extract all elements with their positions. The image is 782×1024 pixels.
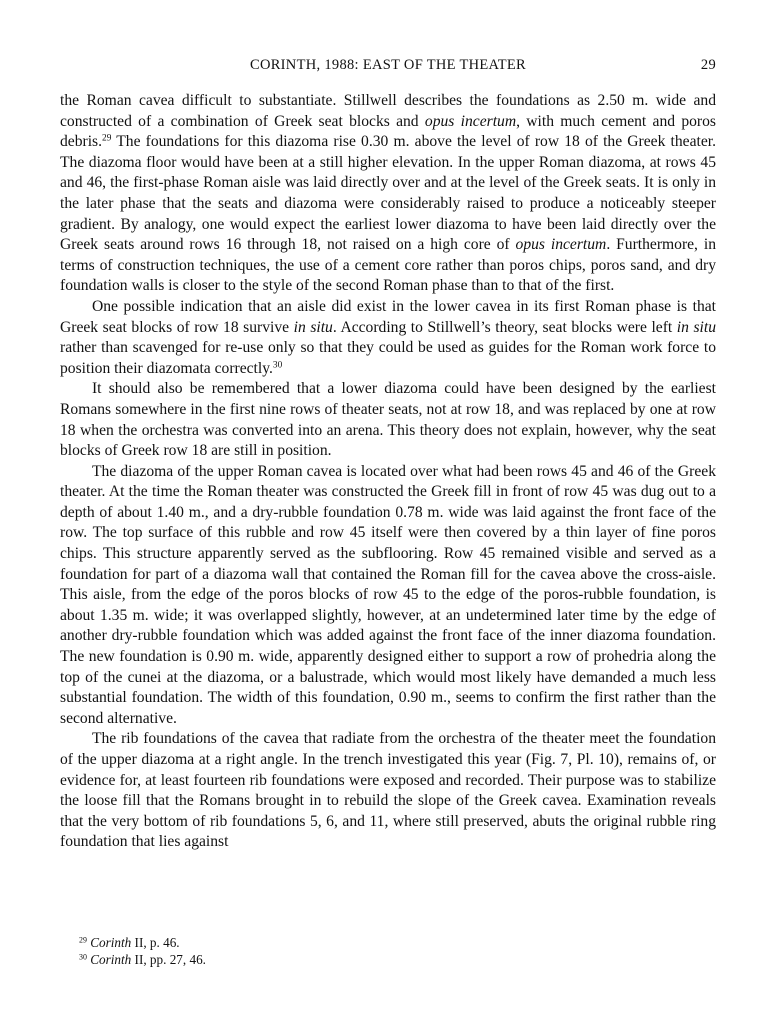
footnote-ref: 29 — [102, 133, 112, 144]
paragraph — [60, 379, 716, 461]
text-run: the Roman cavea difficult to substantiate. Stillwell describes the foundations as 2.50 m. wide and constructed of a combination of Greek seat blocks and — [60, 92, 716, 130]
text-run: The foundations for this diazoma rise 0.30 m. above the level of row 18 of the Greek theater. The diazoma floor would have been at a still higher elevation. In the upper Roman diazoma, at rows 45 and 46, the first-phase Roman aisle was laid directly over and at the level of the Greek seats. It is only in the later phase that the seats and diazoma were considerably raised to produce a noticeably steeper gradient. By analogy, one would expect the earliest lower diazoma to have been laid directly over the Greek seats around rows 16 through 18, not raised on a high core of — [60, 133, 716, 254]
footnote-number: 29 — [79, 935, 87, 945]
footnote-ref: 30 — [272, 360, 283, 371]
text-run: . Furthermore, in terms of construction techniques, the use of a cement core rather than poros chips, poros sand, and dry foundation walls is closer to the style of the second Roman phase than to that of the first. — [60, 236, 716, 295]
text-run: One possible indication that an aisle did exist in the lower cavea in its first Roman phase is that Greek seat blocks of row 18 survive — [60, 297, 716, 336]
text-run: It should also be remembered that a lower diazoma could have been designed by the earliest Romans somewhere in the first nine rows of theater seats, not at row 18, and was replaced by one at row 18 when the orchestra was converted into an arena. This theory does not explain, however, why the seat blocks of Greek row 18 are still in position. — [60, 380, 716, 460]
footnote — [79, 934, 679, 951]
footnote-title: Corinth — [90, 935, 132, 950]
paragraph — [60, 297, 716, 379]
text-run: , with much cement and poros debris. — [60, 112, 716, 151]
footnote — [79, 951, 679, 968]
paragraph — [60, 91, 716, 297]
paragraph — [60, 729, 716, 853]
text-run: The diazoma of the upper Roman cavea is located over what had been rows 45 and 46 of the Greek theater. At the time the Roman theater was constructed the Greek fill in front of row 45 was dug out to a depth of about 1.40 m., and a dry-rubble foundation 0.78 m. wide was laid against the front face of the row. The top surface of this rubble and row 45 itself were then covered by a thin layer of fine poros chips. This structure apparently served as the subflooring. Row 45 remained visible and served as a foundation for part of a diazoma wall that contained the Roman fill for the cavea above the cross-aisle. This aisle, from the edge of the poros blocks of row 45 to the edge of the poros-rubble foundation, is about 1.35 m. wide; it was overlapped slightly, however, at an undetermined later time by the edge of another dry-rubble foundation which was added against the front face of the inner diazoma foundation. The new foundation is 0.90 m. wide, apparently designed either to support a row of prohedria along the top of the cunei at the diazoma, or a balustrade, which would most likely have demanded a much less substantial foundation. The width of this foundation, 0.90 m., seems to confirm the first rather than the second alternative. — [60, 462, 716, 727]
paragraph — [60, 462, 716, 730]
running-head — [60, 57, 716, 79]
footnotes — [79, 934, 679, 968]
text-run: . According to Stillwell’s theory, seat blocks were left — [332, 318, 677, 336]
text-run: rather than scavenged for re-use only so that they could be used as guides for the Roman work force to position their diazomata correctly. — [60, 339, 716, 377]
footnote-citation: II, p. 46. — [131, 935, 180, 950]
italic-term: opus incertum — [515, 236, 607, 254]
body-text — [60, 91, 716, 853]
italic-term: in situ — [293, 318, 333, 336]
text-run: The rib foundations of the cavea that radiate from the orchestra of the theater meet the foundation of the upper diazoma at a right angle. In the trench investigated this year (Fig. 7, Pl. 10), remains of, or evidence for, at least fourteen rib foundations were exposed and recorded. Their purpose was to stabilize the loose fill that the Romans brought in to rebuild the slope of the Greek cavea. Examination reveals that the very bottom of rib foundations 5, 6, and 11, where still preserved, abuts the original rubble ring foundation that lies against — [60, 730, 716, 851]
footnote-title: Corinth — [90, 952, 132, 967]
italic-term: in situ — [676, 318, 717, 336]
page-number: 29 — [700, 57, 716, 73]
running-head-title: CORINTH, 1988: EAST OF THE THEATER — [249, 57, 527, 73]
footnote-citation: II, pp. 27, 46. — [131, 952, 206, 967]
italic-term: opus incertum — [424, 112, 517, 130]
footnote-number: 30 — [79, 952, 87, 962]
